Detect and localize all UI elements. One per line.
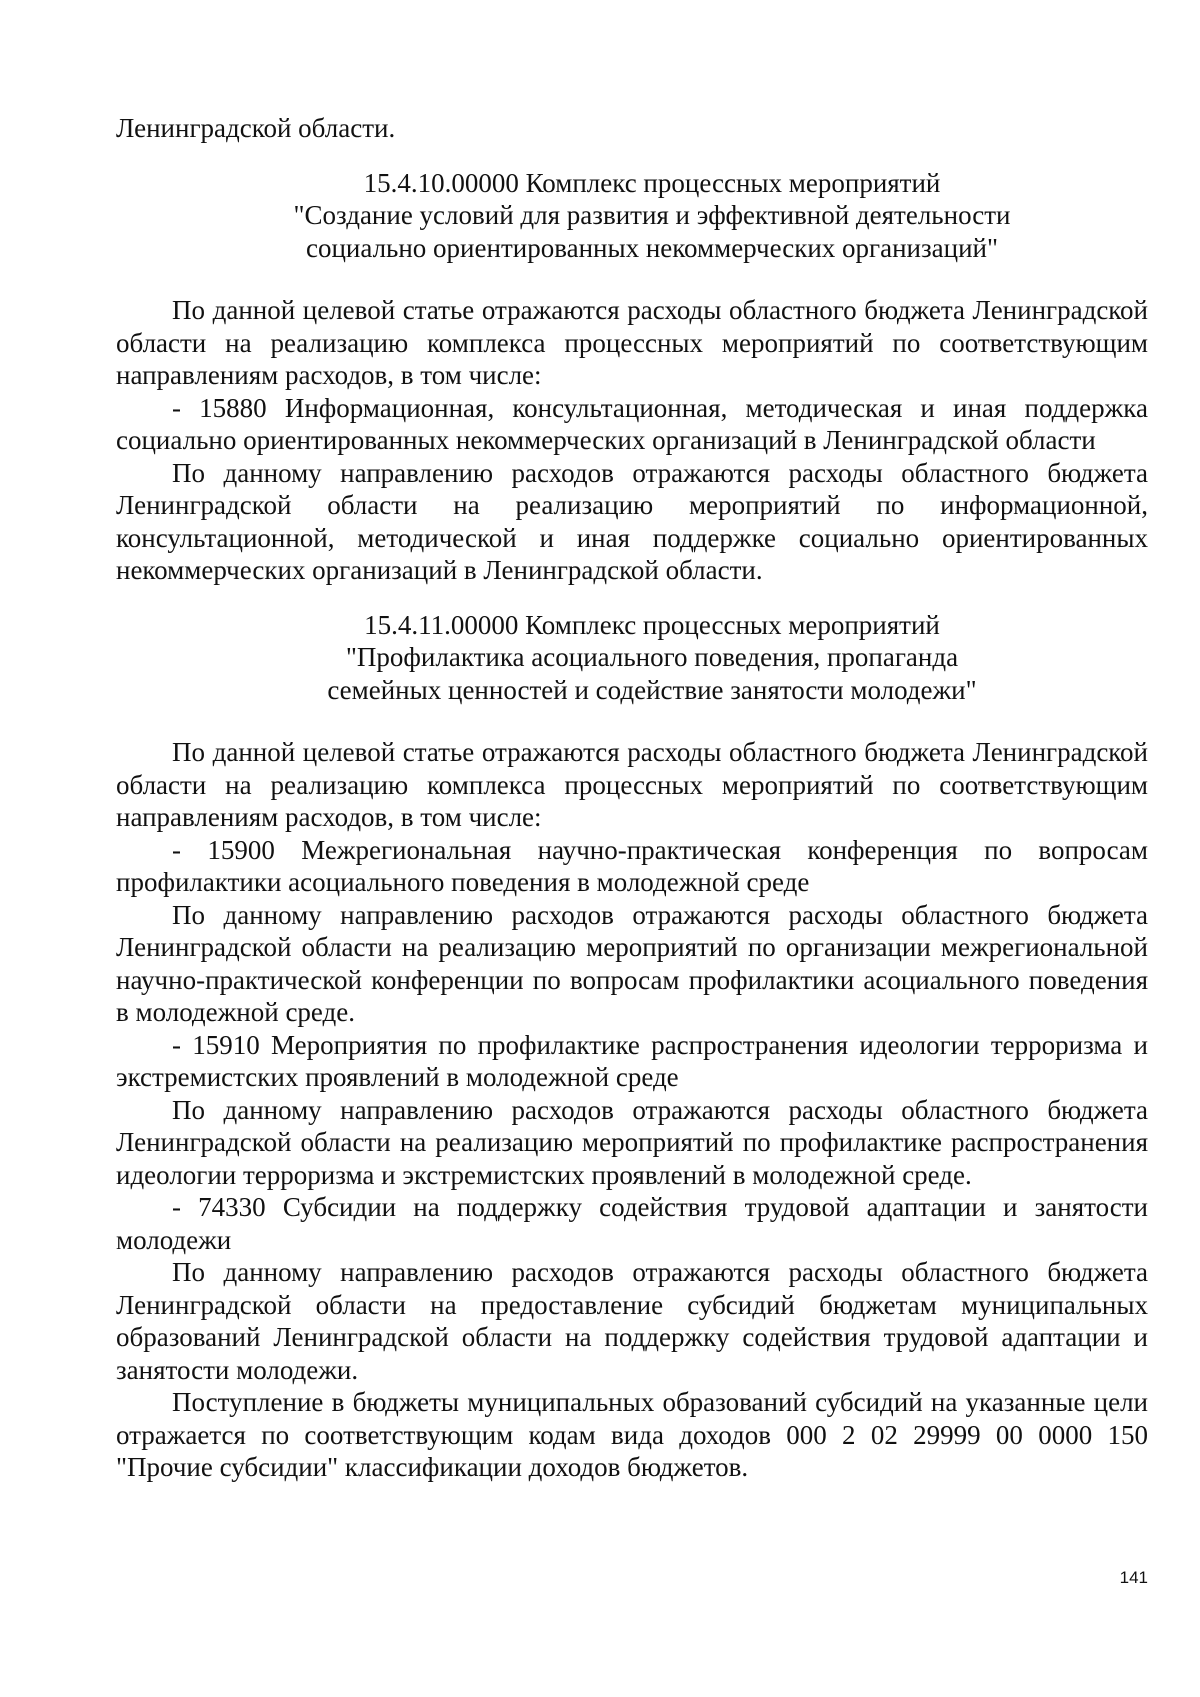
section-1-item-1: - 15880 Информационная, консультационная, методическая и иная поддержка социально ориентированных некоммерческих организаций в Ленинградской области bbox=[116, 392, 1148, 455]
section-2-body bbox=[116, 736, 1148, 1484]
section-1-body bbox=[116, 294, 1148, 587]
section-1-heading-line-2: "Создание условий для развития и эффективной деятельности bbox=[293, 200, 1011, 230]
section-2-item-1: - 15900 Межрегиональная научно-практическая конференция по вопросам профилактики асоциального поведения в молодежной среде bbox=[116, 834, 1148, 897]
section-2-item-2: - 15910 Мероприятия по профилактике распространения идеологии терроризма и экстремистских проявлений в молодежной среде bbox=[116, 1029, 1148, 1092]
section-1-intro: По данной целевой статье отражаются расходы областного бюджета Ленинградской области на реализацию комплекса процессных мероприятий по соответствующим направлениям расходов, в том числе: bbox=[116, 295, 1148, 390]
section-1-heading bbox=[116, 167, 1148, 265]
section-2-item-3-note: Поступление в бюджеты муниципальных образований субсидий на указанные цели отражается по соответствующим кодам вида доходов 000 2 02 29999 00 0000 150 "Прочие субсидии" классификации доходов бюджетов. bbox=[116, 1387, 1148, 1482]
section-2-item-3-description: По данному направлению расходов отражаются расходы областного бюджета Ленинградской области на предоставление субсидий бюджетам муниципальных образований Ленинградской области на поддержку содействия трудовой адаптации и занятости молодежи. bbox=[116, 1257, 1148, 1385]
section-1-item-1-description: По данному направлению расходов отражаются расходы областного бюджета Ленинградской области на реализацию мероприятий по информационной, консультационной, методической и иная поддержке социально ориентированных некоммерческих организаций в Ленинградской области. bbox=[116, 457, 1148, 585]
section-2-heading bbox=[116, 609, 1148, 707]
section-2-item-3: - 74330 Субсидии на поддержку содействия трудовой адаптации и занятости молодежи bbox=[116, 1192, 1148, 1255]
page-number: 141 bbox=[1119, 1568, 1148, 1587]
section-2-heading-line-2: "Профилактика асоциального поведения, пропаганда bbox=[345, 642, 959, 672]
section-2-item-1-description: По данному направлению расходов отражаются расходы областного бюджета Ленинградской области на реализацию мероприятий по организации межрегиональной научно-практической конференции по вопросам профилактики асоциального поведения в молодежной среде. bbox=[116, 899, 1148, 1027]
section-2-intro: По данной целевой статье отражаются расходы областного бюджета Ленинградской области на реализацию комплекса процессных мероприятий по соответствующим направлениям расходов, в том числе: bbox=[116, 737, 1148, 832]
document-page bbox=[116, 112, 1148, 1484]
continuation-text: Ленинградской области. bbox=[116, 113, 396, 143]
section-2-heading-line-3: семейных ценностей и содействие занятости молодежи" bbox=[327, 674, 977, 705]
section-2-heading-line-1: 15.4.11.00000 Комплекс процессных мероприятий bbox=[364, 609, 940, 640]
section-2-item-2-description: По данному направлению расходов отражаются расходы областного бюджета Ленинградской области на реализацию мероприятий по профилактике распространения идеологии терроризма и экстремистских проявлений в молодежной среде. bbox=[116, 1094, 1148, 1190]
section-1-heading-line-1: 15.4.10.00000 Комплекс процессных мероприятий bbox=[363, 167, 941, 198]
section-1-heading-line-3: социально ориентированных некоммерческих организаций" bbox=[305, 232, 999, 263]
